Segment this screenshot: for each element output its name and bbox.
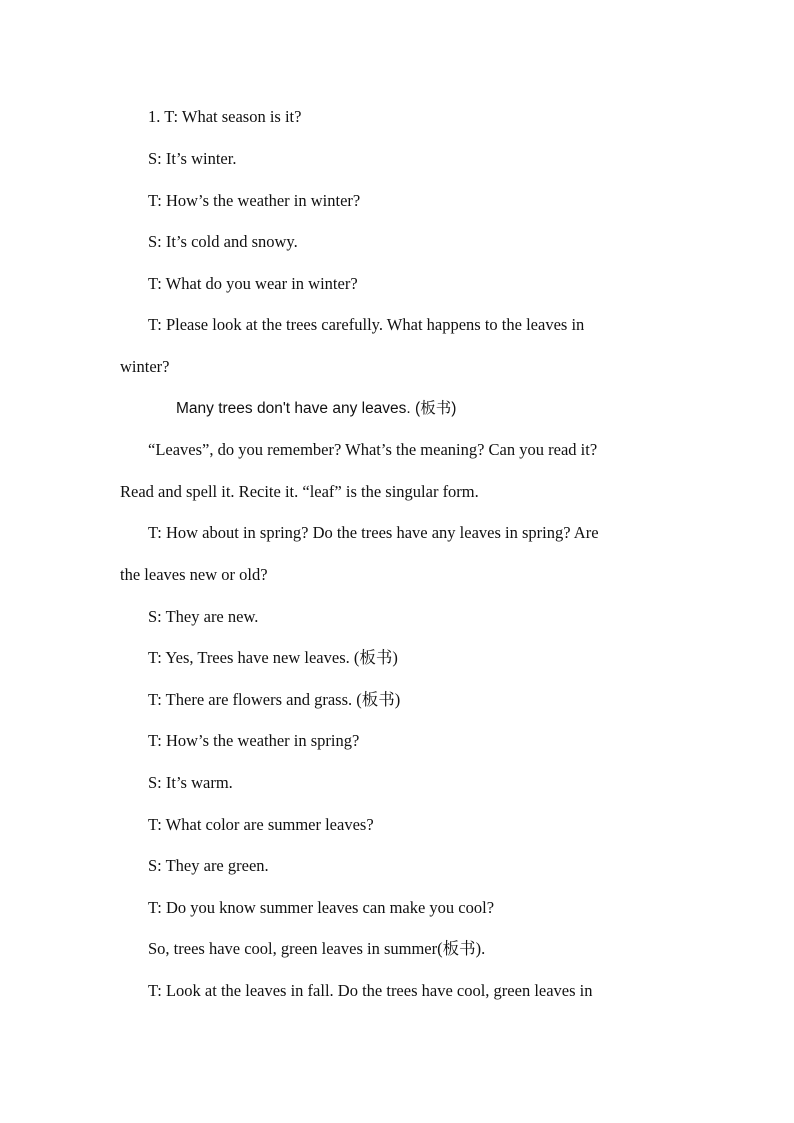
text-line: “Leaves”, do you remember? What’s the meaning? Can you read it? — [148, 440, 598, 459]
text-line: T: How’s the weather in winter? — [148, 191, 361, 210]
board-note-line: Many trees don't have any leaves. (板书) — [176, 400, 457, 417]
text-line: S: It’s cold and snowy. — [148, 232, 298, 251]
text-line: T: How about in spring? Do the trees have any leaves in spring? Are — [148, 523, 599, 542]
text-line: T: What do you wear in winter? — [148, 274, 358, 293]
text-line: T: Look at the leaves in fall. Do the trees have cool, green leaves in — [148, 981, 593, 1000]
text-line: S: It’s warm. — [148, 773, 233, 792]
text-line: T: How’s the weather in spring? — [148, 731, 360, 750]
text-line: T: There are flowers and grass. (板书) — [148, 690, 401, 709]
text-line: winter? — [120, 357, 170, 376]
text-line: So, trees have cool, green leaves in summer(板书). — [148, 939, 486, 958]
text-line: T: Please look at the trees carefully. What happens to the leaves in — [148, 315, 585, 334]
text-line: T: Yes, Trees have new leaves. (板书) — [148, 648, 398, 667]
text-line: S: They are new. — [148, 607, 259, 626]
text-line: T: Do you know summer leaves can make you cool? — [148, 898, 495, 917]
text-line: 1. T: What season is it? — [148, 107, 302, 126]
text-line: T: What color are summer leaves? — [148, 815, 374, 834]
text-line: the leaves new or old? — [120, 565, 268, 584]
text-line: S: They are green. — [148, 856, 269, 875]
text-line: Read and spell it. Recite it. “leaf” is the singular form. — [120, 482, 479, 501]
text-line: S: It’s winter. — [148, 149, 237, 168]
